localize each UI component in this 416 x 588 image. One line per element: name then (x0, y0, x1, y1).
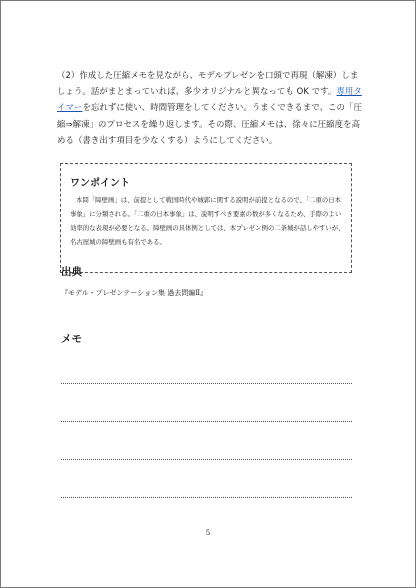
memo-line (61, 421, 352, 422)
memo-line (61, 383, 352, 384)
instruction-paragraph (57, 67, 363, 148)
instruction-text-1: （2）作成した圧縮メモを見ながら、モデルプレゼンを口頭で再現（解凍）しましょう。話がまとまっていれば、多少オリジナルと異なっても OK です。 (57, 70, 359, 97)
instruction-text-2: を忘れずに使い、時間管理をしてください。うまくできるまで、この「圧縮⇒解凍」のプロセスを繰り返します。その際、圧縮メモは、徐々に圧縮度を高める（書き出す項目を少なくする）ようにしてください。 (57, 102, 362, 145)
one-point-body: 本問「障壁画」は、前提として戦国時代や城郭に関する説明が前提となるので、「二重の日本事象」に分類される。「二重の日本事象」は、説明すべき要素の数が多くなるため、手際のよい効率的な表現が必要となる。障壁画の具体例としては、本プレゼン例の二条城が話しやすいが、名古屋城の障壁画も有名である。 (70, 196, 345, 246)
one-point-box (60, 163, 352, 273)
timer-link[interactable]: 専用タイマー (57, 86, 362, 113)
source-heading: 出典 (61, 266, 82, 278)
one-point-title: ワンポイント (70, 178, 130, 189)
memo-heading: メモ (61, 333, 82, 345)
page-number: 5 (205, 529, 211, 537)
source-citation: 『モデル・プレゼンテーション集 過去問編Ⅱ』 (61, 289, 208, 297)
memo-line (61, 459, 352, 460)
memo-line (61, 497, 352, 498)
